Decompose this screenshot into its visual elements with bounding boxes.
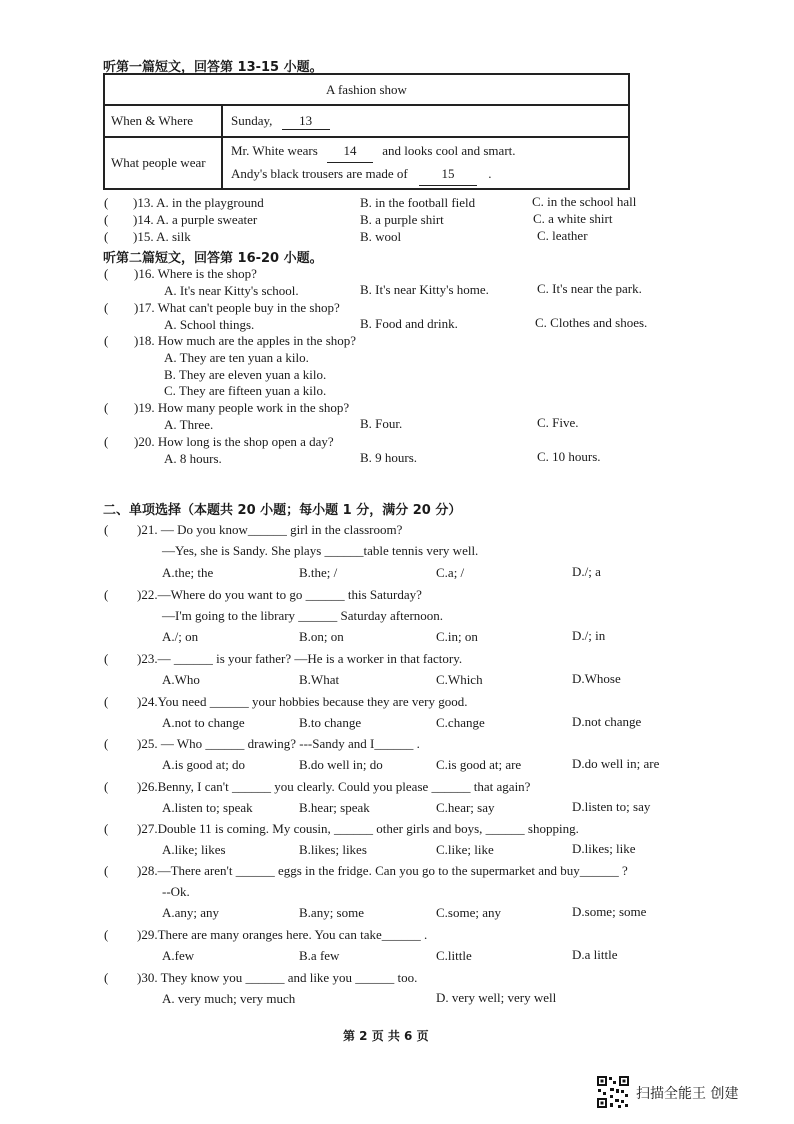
part1-heading: 听第一篇短文，回答第 13-15 小题。 [103, 60, 323, 75]
paren-27: ( [104, 821, 109, 836]
paren-28: ( [104, 863, 109, 878]
q23-line1: )23.— ______ is your father? —He is a worker in that factory. [137, 651, 463, 666]
q28-option-d: D.some; some [572, 904, 647, 919]
wear-line-1-text-b: and looks cool and smart. [382, 143, 516, 158]
paren-17: ( [104, 300, 109, 315]
q28-option-a: A.any; any [162, 905, 220, 920]
q23-option-b: B.What [299, 672, 340, 687]
paren-21: ( [104, 522, 109, 537]
q22-line1: )22.—Where do you want to go ______ this Saturday? [137, 587, 422, 602]
q23-option-a: A.Who [162, 672, 200, 687]
q13-option-b: B. in the football field [360, 195, 476, 210]
q28-option-c: C.some; any [436, 905, 501, 920]
paren-22: ( [104, 587, 109, 602]
row-what-wear [222, 137, 629, 189]
q14-option-c: C. a white shirt [533, 211, 613, 226]
q17-option-b: B. Food and drink. [360, 316, 458, 331]
q17-option-a: A. School things. [164, 317, 255, 332]
q23-option-c: C.Which [436, 672, 483, 687]
q20-option-b: B. 9 hours. [360, 450, 418, 465]
q20-option-c: C. 10 hours. [537, 449, 601, 464]
q20-stem: )20. How long is the shop open a day? [134, 434, 334, 449]
q26-option-c: C.hear; say [436, 800, 495, 815]
q28-line1: )28.—There aren't ______ eggs in the fridge. Can you go to the supermarket and buy______ ? [137, 863, 628, 878]
q22-option-b: B.on; on [299, 629, 344, 644]
q18-option-c: C. They are fifteen yuan a kilo. [164, 383, 327, 398]
q22-line2: —I'm going to the library ______ Saturday afternoon. [162, 608, 444, 623]
part2-heading: 听第二篇短文，回答第 16-20 小题。 [103, 251, 323, 266]
q30-option-a: A. very much; very much [162, 991, 296, 1006]
q21-option-c: C.a; / [436, 565, 465, 580]
paren-30: ( [104, 970, 109, 985]
row1-text: Sunday, [231, 112, 273, 128]
wear-line-1-text-a: Mr. White wears [231, 143, 318, 158]
paren-26: ( [104, 779, 109, 794]
q26-option-b: B.hear; speak [299, 800, 370, 815]
wear-line-1 [231, 140, 620, 163]
q27-option-c: C.like; like [436, 842, 494, 857]
q24-option-a: A.not to change [162, 715, 245, 730]
paren-25: ( [104, 736, 109, 751]
paren-19: ( [104, 400, 109, 415]
q16-stem: )16. Where is the shop? [134, 266, 257, 281]
qr-code-icon [596, 1075, 630, 1109]
wear-line-2-text-b: . [488, 166, 492, 181]
paren-23: ( [104, 651, 109, 666]
q21-option-d: D./; a [572, 564, 601, 579]
q29-option-b: B.a few [299, 948, 340, 963]
q28-option-b: B.any; some [299, 905, 364, 920]
blank-14: 14 [327, 140, 373, 163]
q22-option-c: C.in; on [436, 629, 478, 644]
q27-option-d: D.likes; like [572, 841, 636, 856]
blank-15: 15 [419, 163, 477, 186]
q22-option-d: D./; in [572, 628, 606, 643]
q16-option-a: A. It's near Kitty's school. [164, 283, 299, 298]
q22-option-a: A./; on [162, 629, 199, 644]
row-label-when-where: When & Where [104, 105, 222, 137]
q24-line1: )24.You need ______ your hobbies because they are very good. [137, 694, 468, 709]
q21-line1: )21. — Do you know______ girl in the classroom? [137, 522, 403, 537]
q24-option-d: D.not change [572, 714, 642, 729]
paren-13: ( [104, 195, 109, 210]
q21-option-b: B.the; / [299, 565, 338, 580]
paren-15: ( [104, 229, 109, 244]
q15-option-b: B. wool [360, 229, 402, 244]
q21-line2: —Yes, she is Sandy. She plays ______table tennis very well. [162, 543, 479, 558]
q25-option-a: A.is good at; do [162, 757, 246, 772]
paren-20: ( [104, 434, 109, 449]
q25-option-c: C.is good at; are [436, 757, 522, 772]
q19-option-a: A. Three. [164, 417, 214, 432]
q24-option-c: C.change [436, 715, 485, 730]
scanner-watermark: 扫描全能王 创建 [636, 1086, 739, 1102]
q17-stem: )17. What can't people buy in the shop? [134, 300, 340, 315]
paren-14: ( [104, 212, 109, 227]
q14-option-b: B. a purple shirt [360, 212, 444, 227]
q20-option-a: A. 8 hours. [164, 451, 222, 466]
paren-29: ( [104, 927, 109, 942]
q19-option-b: B. Four. [360, 416, 403, 431]
q14-stem: )14. A. a purple sweater [133, 212, 258, 227]
q19-option-c: C. Five. [537, 415, 579, 430]
q16-option-b: B. It's near Kitty's home. [360, 282, 489, 297]
wear-line-2-text-a: Andy's black trousers are made of [231, 166, 408, 181]
row-label-what-wear: What people wear [104, 137, 222, 189]
q19-stem: )19. How many people work in the shop? [134, 400, 350, 415]
page-footer: 第 2 页 共 6 页 [343, 1029, 429, 1043]
row-when-where [222, 105, 629, 137]
q21-option-a: A.the; the [162, 565, 214, 580]
q17-option-c: C. Clothes and shoes. [535, 315, 648, 330]
q13-stem: )13. A. in the playground [133, 195, 264, 210]
wear-line-2 [231, 163, 620, 186]
q27-line1: )27.Double 11 is coming. My cousin, ______ other girls and boys, ______ shopping. [137, 821, 579, 836]
q26-option-d: D.listen to; say [572, 799, 651, 814]
q24-option-b: B.to change [299, 715, 362, 730]
q29-option-a: A.few [162, 948, 195, 963]
q18-stem: )18. How much are the apples in the shop? [134, 333, 357, 348]
q18-option-b: B. They are eleven yuan a kilo. [164, 367, 327, 382]
q25-line1: )25. — Who ______ drawing? ---Sandy and I______ . [137, 736, 420, 751]
q26-option-a: A.listen to; speak [162, 800, 253, 815]
fashion-show-table [103, 73, 630, 190]
paren-16: ( [104, 266, 109, 281]
q27-option-b: B.likes; likes [299, 842, 367, 857]
q13-option-c: C. in the school hall [532, 194, 637, 209]
q18-option-a: A. They are ten yuan a kilo. [164, 350, 309, 365]
q25-option-d: D.do well in; are [572, 756, 660, 771]
q16-option-c: C. It's near the park. [537, 281, 642, 296]
q23-option-d: D.Whose [572, 671, 621, 686]
q30-option-d: D. very well; very well [436, 990, 557, 1005]
q29-option-c: C.little [436, 948, 472, 963]
q29-option-d: D.a little [572, 947, 618, 962]
paren-18: ( [104, 333, 109, 348]
table-title: A fashion show [104, 74, 629, 105]
blank-13: 13 [282, 113, 330, 130]
q30-line1: )30. They know you ______ and like you ______ too. [137, 970, 418, 985]
q27-option-a: A.like; likes [162, 842, 226, 857]
q25-option-b: B.do well in; do [299, 757, 383, 772]
q26-line1: )26.Benny, I can't ______ you clearly. Could you please ______ that again? [137, 779, 531, 794]
q15-stem: )15. A. silk [133, 229, 191, 244]
q15-option-c: C. leather [537, 228, 588, 243]
paren-24: ( [104, 694, 109, 709]
q29-line1: )29.There are many oranges here. You can take______ . [137, 927, 428, 942]
q28-line2: --Ok. [162, 884, 190, 899]
section2-heading: 二、单项选择（本题共 20 小题；每小题 1 分，满分 20 分） [103, 503, 462, 518]
